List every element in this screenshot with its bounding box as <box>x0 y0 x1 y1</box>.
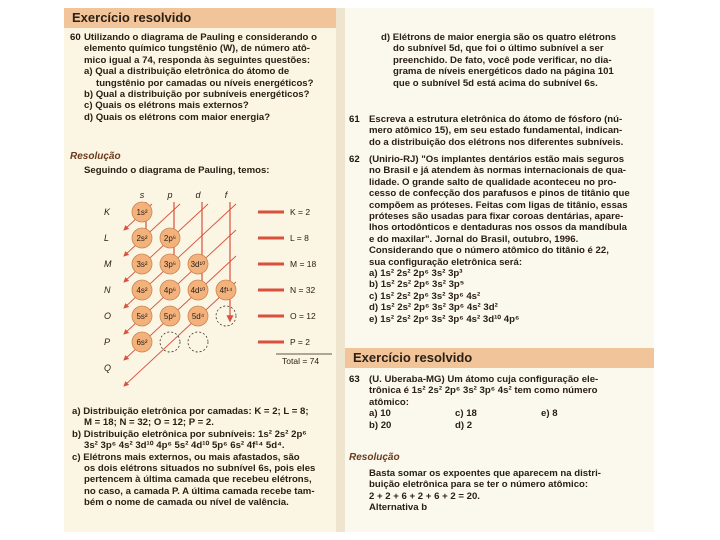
text-line: próteses são usadas para fixar coroas dentárias, apare- <box>369 211 624 223</box>
orbital-label: 2s² <box>136 234 148 243</box>
question-number: 63 <box>349 374 360 385</box>
orbital-label: 6s² <box>136 338 148 347</box>
shell-label: P <box>104 337 111 347</box>
pauling-diagram <box>100 188 336 398</box>
orbital-label: 1s² <box>136 208 148 217</box>
orbital-label: 4p⁶ <box>163 286 177 295</box>
text-line: b) Distribuição eletrônica por subníveis: 1s² 2s² 2p⁶ <box>72 428 307 440</box>
shell-total: M = 18 <box>290 259 317 269</box>
option: b) 1s² 2s² 2p⁶ 3s² 3p⁵ <box>369 279 465 291</box>
text-line: no Brasil e já atendem às normas internacionais de qua- <box>369 165 626 177</box>
text-line: (Unirio-RJ) "Os implantes dentários estão mais seguros <box>369 154 625 165</box>
text-line: M = 18; N = 32; O = 12; P = 2. <box>84 417 214 429</box>
page-gutter <box>336 8 345 532</box>
option: c) 1s² 2s² 2p⁶ 3s² 3p⁶ 4s² <box>369 290 481 302</box>
text-line: cesso de confecção dos parafusos e pinos de titânio que <box>369 188 630 200</box>
text-line: do a distribuição dos elétrons nos diferentes subníveis. <box>369 136 624 148</box>
shell-label: O <box>104 311 112 321</box>
option: a) 10 <box>369 408 391 420</box>
options-row <box>369 408 598 419</box>
orbital-label: 4d¹⁰ <box>190 286 206 295</box>
text-line: a) Distribuição eletrônica por camadas: K = 2; L = 8; <box>72 406 309 417</box>
text-line: pertencem à última camada que recebeu elétrons, <box>84 474 312 486</box>
orbital-label: 5p⁶ <box>163 312 177 321</box>
shell-label: L <box>104 233 110 243</box>
orbital-label: 3p⁶ <box>163 260 177 269</box>
shell-label: M <box>104 259 112 269</box>
text-line: compõem as próteses. Feitas com ligas de titânio, essas <box>369 199 628 211</box>
text-line: grama de níveis energéticos dado na página 101 <box>393 66 614 78</box>
text-line: lhos ortodônticos e dentaduras nos ossos da mandíbula <box>369 222 628 234</box>
shell-label: K <box>104 207 111 217</box>
option: e) 1s² 2s² 2p⁶ 3s² 3p⁶ 4s² 3d¹⁰ 4p⁶ <box>369 313 520 325</box>
option: c) 18 <box>455 408 477 420</box>
text-line: a) Qual a distribuição eletrônica do átomo de <box>84 66 290 78</box>
text-line: 3s² 3p⁶ 4s² 3d¹⁰ 4p⁶ 5s² 4d¹⁰ 5p⁶ 6s² 4f¹⁴ 5d⁴. <box>84 440 285 452</box>
shell-label: Q <box>104 363 112 373</box>
shell-total: O = 12 <box>290 311 316 321</box>
empty-orbital <box>188 332 208 352</box>
text-line: d) Elétrons de maior energia são os quatro elétrons <box>381 32 617 43</box>
text-line: Considerando que o número atômico do titânio é 22, <box>369 245 609 257</box>
text-line: lidade. O grande salto de qualidade aconteceu no pro- <box>369 176 617 188</box>
question-number: 62 <box>349 154 360 165</box>
question-60 <box>70 32 332 123</box>
text-line: mero atômico 15), em seu estado fundamental, indican- <box>369 125 623 137</box>
text-line: no caso, a camada P. A última camada recebe tam- <box>84 485 315 497</box>
resolucao-block <box>369 468 649 514</box>
question-number: 61 <box>349 114 360 125</box>
final-answer: Alternativa b <box>369 502 428 514</box>
shell-total: P = 2 <box>290 337 310 347</box>
text-line: sua configuração eletrônica será: <box>369 256 523 268</box>
text-line: preenchido. De fato, você pode verificar, no dia- <box>393 54 612 66</box>
question-63 <box>349 374 649 431</box>
option: d) 2 <box>455 419 473 431</box>
answer-d-block <box>381 32 651 89</box>
subshell-header: p <box>167 190 173 200</box>
section-header <box>64 8 336 28</box>
resolucao-intro: Seguindo o diagrama de Pauling, temos: <box>84 165 270 176</box>
text-line: (U. Uberaba-MG) Um átomo cuja configuração ele- <box>369 374 599 385</box>
left-column <box>64 8 336 532</box>
text-line: bém o nome de camada ou nível de valência. <box>84 497 289 509</box>
text-line: que o subnível 5d está acima do subnível 6s. <box>393 77 598 89</box>
text-line: elemento químico tungstênio (W), de número atô- <box>84 43 310 55</box>
subshell-header: f <box>224 190 228 200</box>
orbital-label: 3s² <box>136 260 148 269</box>
text-line: b) Qual a distribuição por subníveis energéticos? <box>84 89 310 101</box>
text-line: c) Quais os elétrons mais externos? <box>84 100 249 112</box>
section-title: Exercício resolvido <box>353 350 473 365</box>
text-line: Utilizando o diagrama de Pauling e considerando o <box>84 32 317 43</box>
text-line: e do maxilar". Jornal do Brasil, outubro, 1996. <box>369 233 579 245</box>
option: d) 1s² 2s² 2p⁶ 3s² 3p⁶ 4s² 3d² <box>369 302 498 314</box>
empty-orbital <box>160 332 180 352</box>
answers-block <box>72 406 332 509</box>
text-line: os dois elétrons situados no subnível 6s, pois eles <box>84 463 316 475</box>
text-line: mico igual a 74, responda às seguintes questões: <box>84 54 311 66</box>
shell-total: N = 32 <box>290 285 316 295</box>
section-header <box>345 348 654 368</box>
text-line: do subnível 5d, que foi o último subnível a ser <box>393 43 604 55</box>
text-line: Escreva a estrutura eletrônica do átomo de fósforo (nú- <box>369 114 623 125</box>
shell-label: N <box>104 285 111 295</box>
question-number: 60 <box>70 32 81 43</box>
textbook-page <box>64 8 654 532</box>
empty-orbital <box>216 306 236 326</box>
orbital-label: 3d¹⁰ <box>190 260 206 269</box>
text-line: c) Elétrons mais externos, ou mais afastados, são <box>72 451 300 463</box>
orbital-label: 5d⁴ <box>191 312 205 321</box>
orbital-label: 4f¹⁴ <box>219 286 233 295</box>
grand-total: Total = 74 <box>282 356 320 366</box>
options-row <box>369 420 598 431</box>
subshell-header: s <box>139 190 145 200</box>
text-line: d) Quais os elétrons com maior energia? <box>84 111 271 123</box>
option: e) 8 <box>541 408 558 420</box>
text-line: tungstênio por camadas ou níveis energéticos? <box>96 77 314 89</box>
question-61 <box>349 114 649 148</box>
orbital-label: 5s² <box>136 312 148 321</box>
text-line: Basta somar os expoentes que aparecem na distri- <box>369 468 601 479</box>
section-title: Exercício resolvido <box>72 10 192 25</box>
orbital-label: 4s² <box>136 286 148 295</box>
orbital-label: 2p⁶ <box>163 234 177 243</box>
right-column <box>345 8 654 532</box>
shell-total: L = 8 <box>290 233 309 243</box>
text-line: buição eletrônica para se ter o número atômico: <box>369 479 589 491</box>
text-line: atômico: <box>369 396 409 408</box>
text-line: 2 + 2 + 6 + 2 + 6 + 2 = 20. <box>369 490 480 502</box>
resolucao-label: Resolução <box>70 151 121 162</box>
shell-total: K = 2 <box>290 207 311 217</box>
subshell-header: d <box>195 190 201 200</box>
question-62 <box>349 154 649 325</box>
option: a) 1s² 2s² 2p⁶ 3s² 3p³ <box>369 268 463 280</box>
resolucao-label: Resolução <box>349 452 400 463</box>
option: b) 20 <box>369 419 392 431</box>
text-line: trônica é 1s² 2s² 2p⁶ 3s² 3p⁶ 4s² tem como número <box>369 385 598 397</box>
